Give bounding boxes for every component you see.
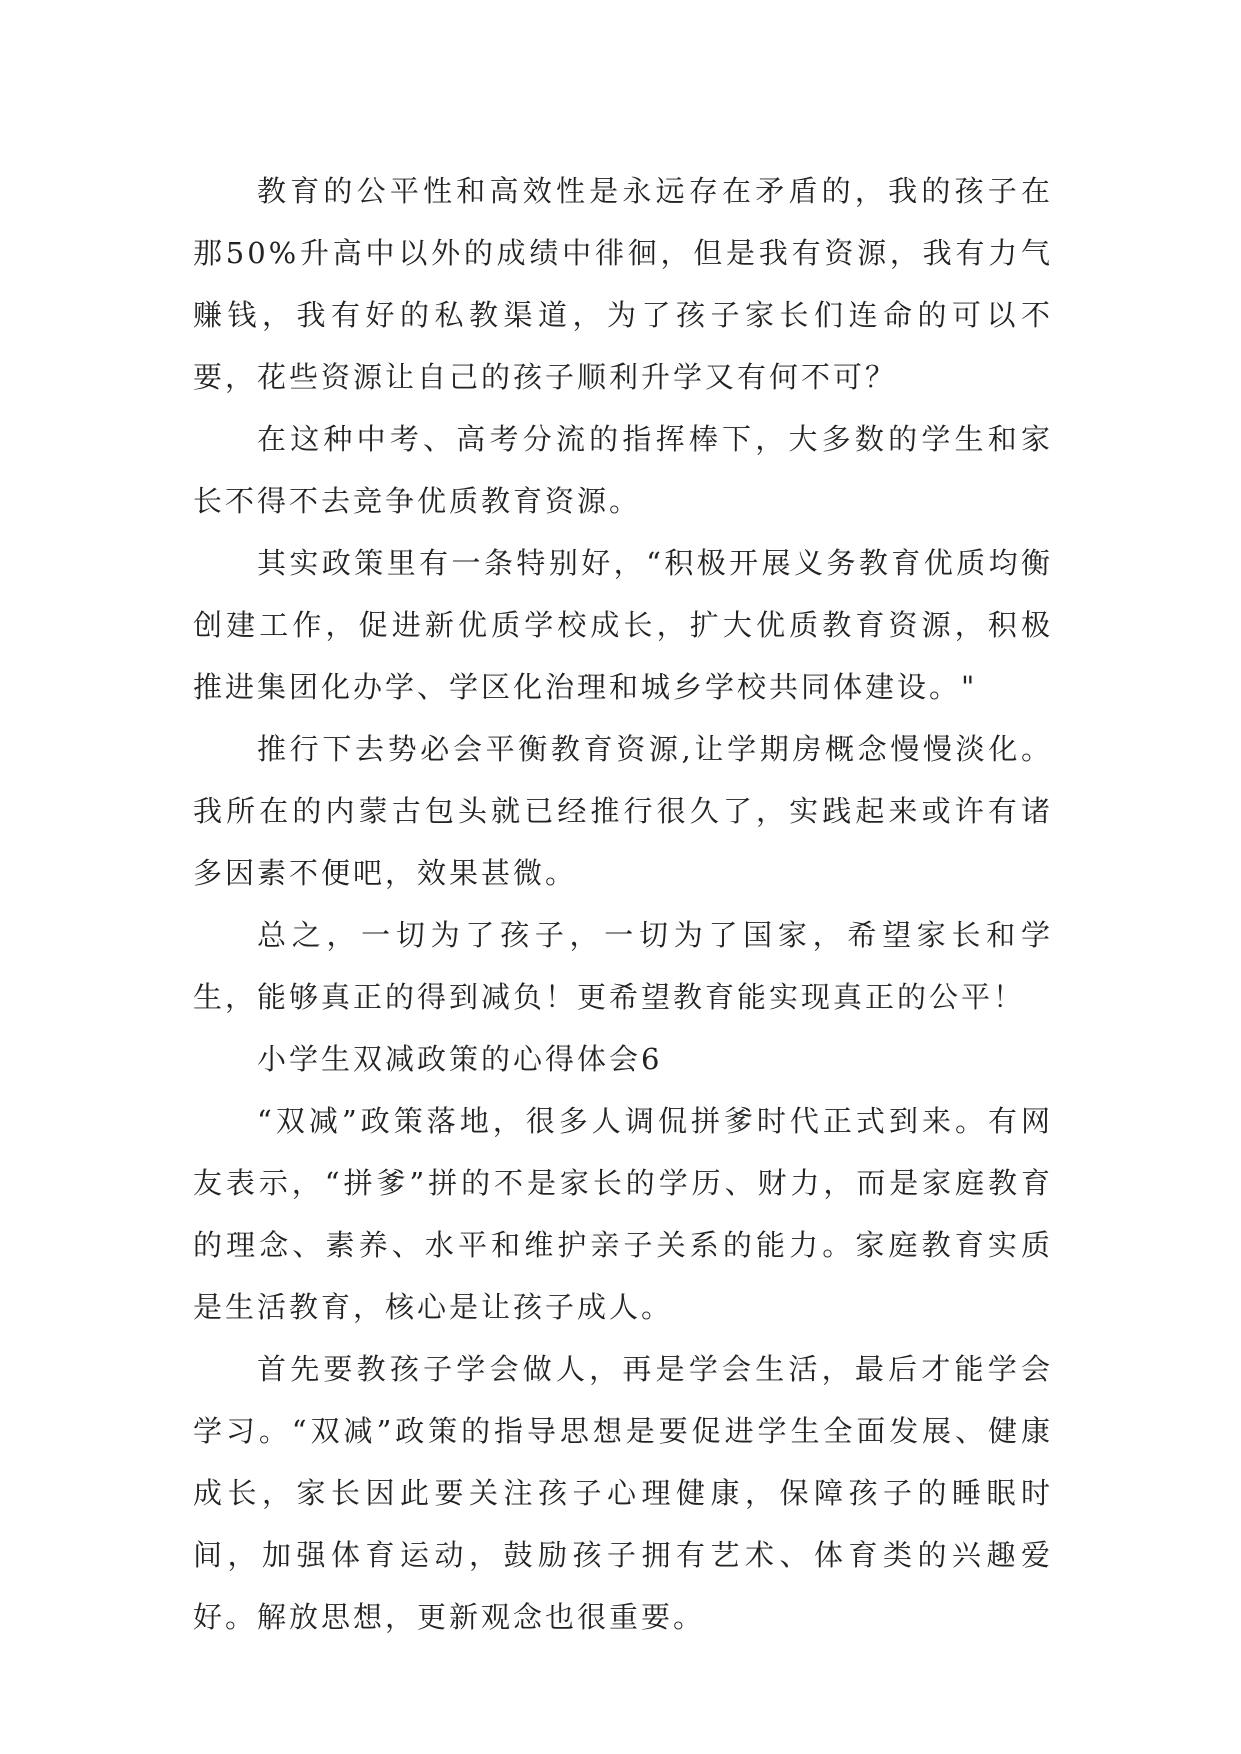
paragraph-exam-diversion: 在这种中考、高考分流的指挥棒下，大多数的学生和家长不得不去竞争优质教育资源。 bbox=[193, 422, 1053, 518]
paragraph-balance-resources: 推行下去势必会平衡教育资源,让学期房概念慢慢淡化。我所在的内蒙古包头就已经推行很久了，实践起来或许有诸多因素不便吧，效果甚微。 bbox=[193, 732, 1053, 890]
paragraph-teach-children: 首先要教孩子学会做人，再是学会生活，最后才能学会学习。“双减”政策的指导思想是要促进学生全面发展、健康成长，家长因此要关注孩子心理健康，保障孩子的睡眠时间，加强体育运动，鼓励孩子拥有艺术、体育类的兴趣爱好。解放思想，更新观念也很重要。 bbox=[193, 1352, 1053, 1634]
document-body bbox=[193, 160, 1053, 1648]
paragraph-double-reduction: “双减”政策落地，很多人调侃拼爹时代正式到来。有网友表示，“拼爹”拼的不是家长的学历、财力，而是家庭教育的理念、素养、水平和维护亲子关系的能力。家庭教育实质是生活教育，核心是让孩子成人。 bbox=[193, 1104, 1053, 1324]
paragraph-policy-quote: 其实政策里有一条特别好，“积极开展义务教育优质均衡创建工作，促进新优质学校成长，扩大优质教育资源，积极推进集团化办学、学区化治理和城乡学校共同体建设。" bbox=[193, 546, 1053, 704]
section-heading: 小学生双减政策的心得体会6 bbox=[257, 1042, 663, 1076]
paragraph-education-fairness: 教育的公平性和高效性是永远存在矛盾的，我的孩子在那50%升高中以外的成绩中徘徊，但是我有资源，我有力气赚钱，我有好的私教渠道，为了孩子家长们连命的可以不要，花些资源让自己的孩子顺利升学又有何不可？ bbox=[193, 174, 1053, 394]
paragraph-conclusion: 总之，一切为了孩子，一切为了国家，希望家长和学生，能够真正的得到减负！更希望教育能实现真正的公平！ bbox=[193, 918, 1053, 1014]
